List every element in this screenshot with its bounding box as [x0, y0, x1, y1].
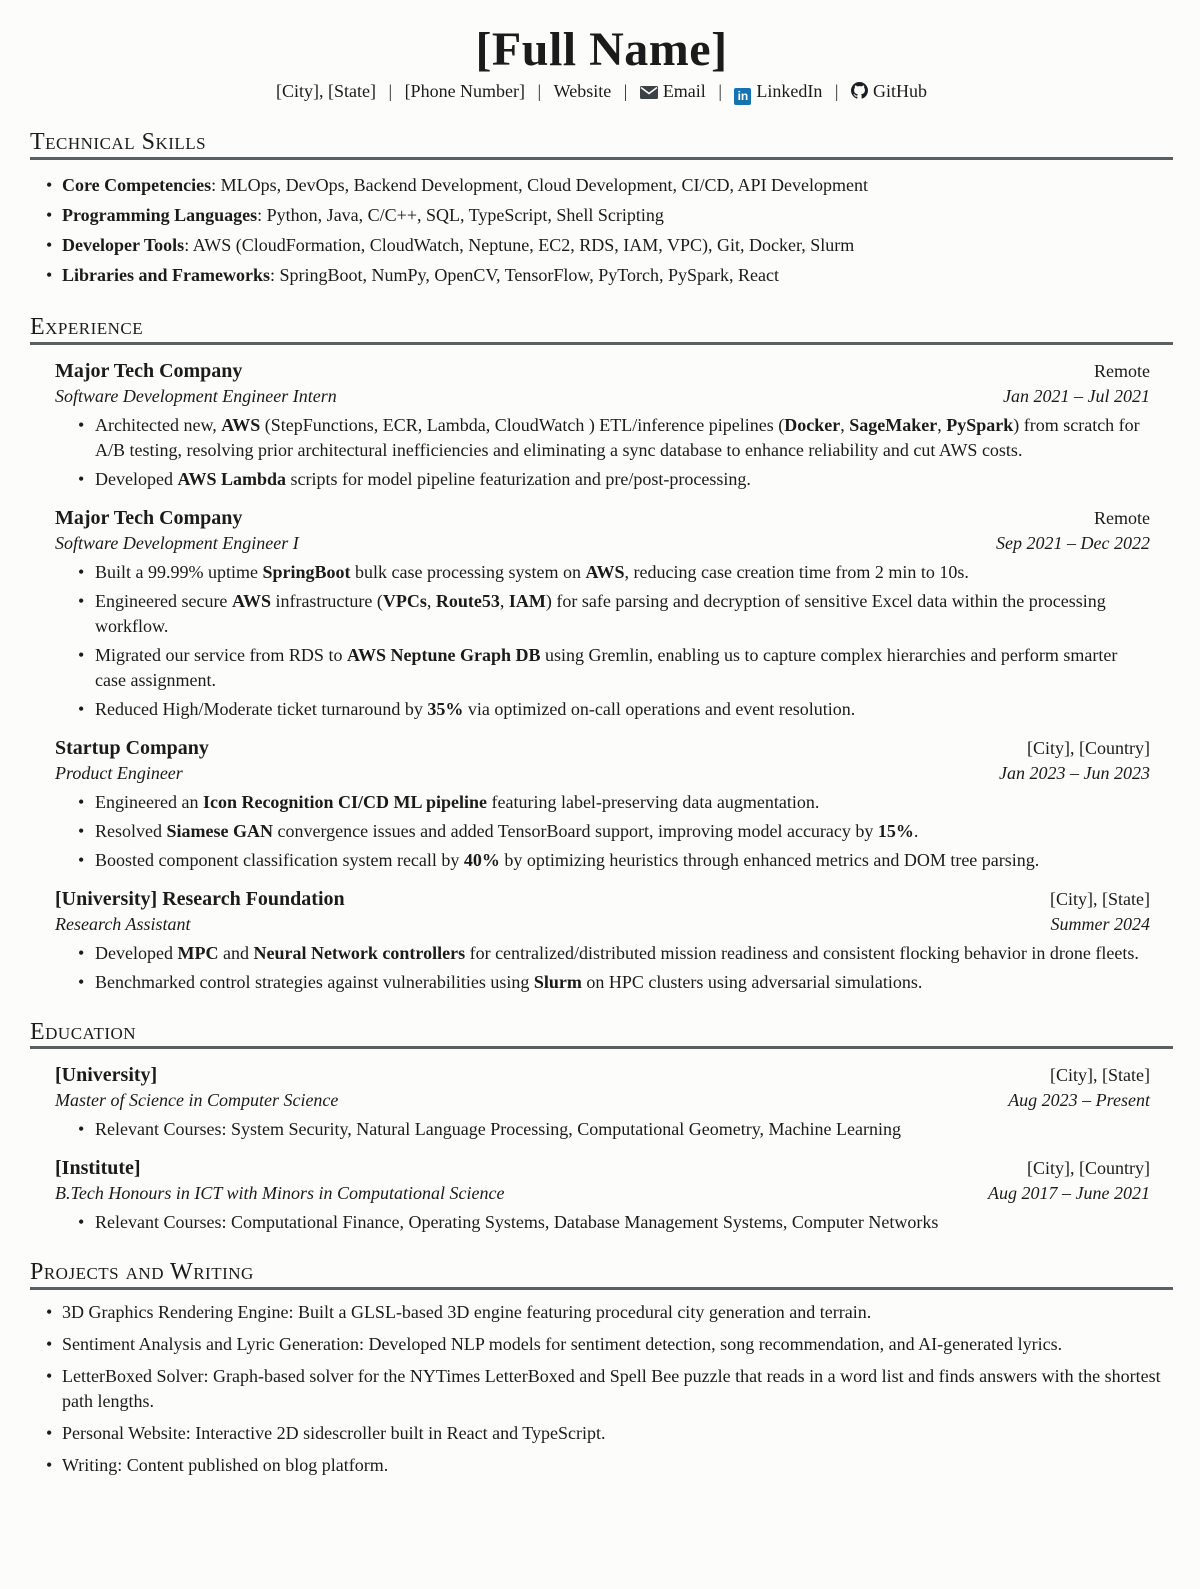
section-heading-projects-writing: Projects and Writing — [30, 1259, 1173, 1290]
degree: B.Tech Honours in ICT with Minors in Computational Science — [55, 1183, 505, 1204]
entry-subheader-row — [55, 384, 1150, 408]
contact-item-label: Website — [553, 80, 612, 101]
job-bullet: • Built a 99.99% uptime SpringBoot bulk case processing system on AWS, reducing case creation time from 2 min to 10s. — [95, 560, 1150, 585]
contact-item-website[interactable] — [554, 81, 612, 101]
entry-subheader-row — [55, 531, 1150, 555]
entry-bullets — [55, 1210, 1150, 1235]
project-item: • Sentiment Analysis and Lyric Generation: Developed NLP models for sentiment detection, song recommendation, and AI-generated lyrics. — [62, 1332, 1173, 1357]
entry-location: Remote — [1094, 507, 1150, 528]
degree: Master of Science in Computer Science — [55, 1090, 339, 1111]
entry-location: Remote — [1094, 360, 1150, 381]
education-bullet: • Relevant Courses: System Security, Natural Language Processing, Computational Geometry, Machine Learning — [95, 1117, 1150, 1142]
contact-item-label: GitHub — [873, 80, 928, 101]
entry — [55, 359, 1150, 492]
project-item: • 3D Graphics Rendering Engine: Built a GLSL-based 3D engine featuring procedural city generation and terrain. — [62, 1300, 1173, 1325]
entry-location: [City], [State] — [1050, 1065, 1150, 1086]
entry — [55, 736, 1150, 873]
entry-header-row — [55, 1063, 1150, 1087]
contact-item-phonenumber — [405, 81, 525, 101]
entry-bullets — [55, 941, 1150, 995]
contact-item-citystate — [276, 81, 376, 101]
education-entries — [30, 1063, 1173, 1235]
entry-bullets — [55, 413, 1150, 492]
section-heading-technical-skills: Technical Skills — [30, 129, 1173, 160]
entry-subheader-row — [55, 1088, 1150, 1112]
job-bullet: • Migrated our service from RDS to AWS Neptune Graph DB using Gremlin, enabling us to capture complex hierarchies and perform smarter case assignment. — [95, 643, 1150, 693]
entry — [55, 506, 1150, 722]
section-projects-writing — [30, 1259, 1173, 1478]
linkedin-icon: in — [734, 88, 751, 105]
company-name: [University] Research Foundation — [55, 887, 345, 910]
entry-dates: Jan 2023 – Jun 2023 — [999, 762, 1150, 783]
entry-location: [City], [Country] — [1027, 737, 1150, 758]
job-bullet: • Benchmarked control strategies against vulnerabilities using Slurm on HPC clusters using adversarial simulations. — [95, 970, 1150, 995]
contact-line — [30, 79, 1173, 105]
entry-dates: Jan 2021 – Jul 2021 — [1003, 385, 1150, 406]
school-name: [University] — [55, 1064, 158, 1087]
separator: | — [830, 80, 844, 101]
skill-item: • Developer Tools: AWS (CloudFormation, CloudWatch, Neptune, EC2, RDS, IAM, VPC), Git, Docker, Slurm — [62, 230, 1173, 260]
education-bullet: • Relevant Courses: Computational Finance, Operating Systems, Database Management Systems, Computer Networks — [95, 1210, 1150, 1235]
contact-item-label: [Phone Number] — [404, 80, 526, 101]
separator: | — [619, 80, 632, 101]
entry-subheader-row — [55, 761, 1150, 785]
section-experience — [30, 314, 1173, 995]
job-title: Software Development Engineer I — [55, 532, 299, 553]
skill-item: • Programming Languages: Python, Java, C/C++, SQL, TypeScript, Shell Scripting — [62, 200, 1173, 230]
entry-bullets — [55, 790, 1150, 873]
contact-item-email[interactable] — [640, 81, 706, 101]
entry-dates: Aug 2017 – June 2021 — [988, 1183, 1150, 1204]
job-bullet: • Architected new, AWS (StepFunctions, ECR, Lambda, CloudWatch ) ETL/inference pipelines (Docker, SageMaker, PySpark) from scratch for A/B testing, resolving prior architectural inefficiencies and eliminating a sync database to enhance reliability and cut AWS costs. — [95, 413, 1150, 463]
section-education — [30, 1019, 1173, 1236]
entry-bullets — [55, 560, 1150, 722]
entry — [55, 1063, 1150, 1142]
contact-item-linkedin[interactable] — [734, 81, 822, 101]
job-bullet: • Resolved Siamese GAN convergence issues and added TensorBoard support, improving model accuracy by 15%. — [95, 819, 1150, 844]
entry-dates: Aug 2023 – Present — [1008, 1090, 1150, 1111]
contact-item-label: Email — [662, 80, 706, 101]
entry-header-row — [55, 506, 1150, 530]
separator: | — [383, 80, 397, 101]
entry-subheader-row — [55, 912, 1150, 936]
entry — [55, 887, 1150, 995]
job-bullet: • Developed MPC and Neural Network controllers for centralized/distributed mission readiness and consistent flocking behavior in drone fleets. — [95, 941, 1150, 966]
separator: | — [713, 80, 727, 101]
contact-item-label: LinkedIn — [756, 80, 823, 101]
skill-item: • Core Competencies: MLOps, DevOps, Backend Development, Cloud Development, CI/CD, API Development — [62, 170, 1173, 200]
section-technical-skills — [30, 129, 1173, 290]
entry-dates: Sep 2021 – Dec 2022 — [996, 532, 1150, 553]
job-title: Software Development Engineer Intern — [55, 385, 337, 406]
entry-bullets — [55, 1117, 1150, 1142]
skills-list — [30, 170, 1173, 290]
contact-item-github[interactable] — [851, 81, 927, 101]
job-bullet: • Boosted component classification system recall by 40% by optimizing heuristics through enhanced metrics and DOM tree parsing. — [95, 848, 1150, 873]
project-item: • Writing: Content published on blog platform. — [62, 1453, 1173, 1478]
entry-dates: Summer 2024 — [1050, 913, 1150, 934]
entry-header-row — [55, 736, 1150, 760]
full-name: [Full Name] — [475, 23, 728, 76]
entry — [55, 1156, 1150, 1235]
company-name: Major Tech Company — [55, 359, 243, 382]
school-name: [Institute] — [55, 1157, 141, 1180]
job-title: Product Engineer — [55, 762, 183, 783]
section-heading-experience: Experience — [30, 314, 1173, 345]
job-bullet: • Engineered secure AWS infrastructure (VPCs, Route53, IAM) for safe parsing and decryption of sensitive Excel data within the processing workflow. — [95, 589, 1150, 639]
entry-header-row — [55, 1156, 1150, 1180]
entry-header-row — [55, 887, 1150, 911]
job-bullet: • Engineered an Icon Recognition CI/CD ML pipeline featuring label-preserving data augmentation. — [95, 790, 1150, 815]
projects-list — [30, 1300, 1173, 1478]
entry-location: [City], [State] — [1050, 888, 1150, 909]
skill-item: • Libraries and Frameworks: SpringBoot, NumPy, OpenCV, TensorFlow, PyTorch, PySpark, React — [62, 260, 1173, 290]
section-heading-education: Education — [30, 1019, 1173, 1050]
experience-entries — [30, 359, 1173, 995]
company-name: Major Tech Company — [55, 506, 243, 529]
separator: | — [533, 80, 546, 101]
entry-header-row — [55, 359, 1150, 383]
job-bullet: • Reduced High/Moderate ticket turnaround by 35% via optimized on-call operations and event resolution. — [95, 697, 1150, 722]
entry-location: [City], [Country] — [1027, 1158, 1150, 1179]
company-name: Startup Company — [55, 736, 209, 759]
contact-item-label: [City], [State] — [275, 80, 376, 101]
github-icon — [851, 81, 868, 105]
project-item: • Personal Website: Interactive 2D sidescroller built in React and TypeScript. — [62, 1421, 1173, 1446]
job-bullet: • Developed AWS Lambda scripts for model pipeline featurization and pre/post-processing. — [95, 467, 1150, 492]
email-icon — [640, 81, 658, 105]
job-title: Research Assistant — [55, 913, 191, 934]
entry-subheader-row — [55, 1181, 1150, 1205]
project-item: • LetterBoxed Solver: Graph-based solver for the NYTimes LetterBoxed and Spell Bee puzzle that reads in a word list and finds answers with the shortest path lengths. — [62, 1364, 1173, 1414]
